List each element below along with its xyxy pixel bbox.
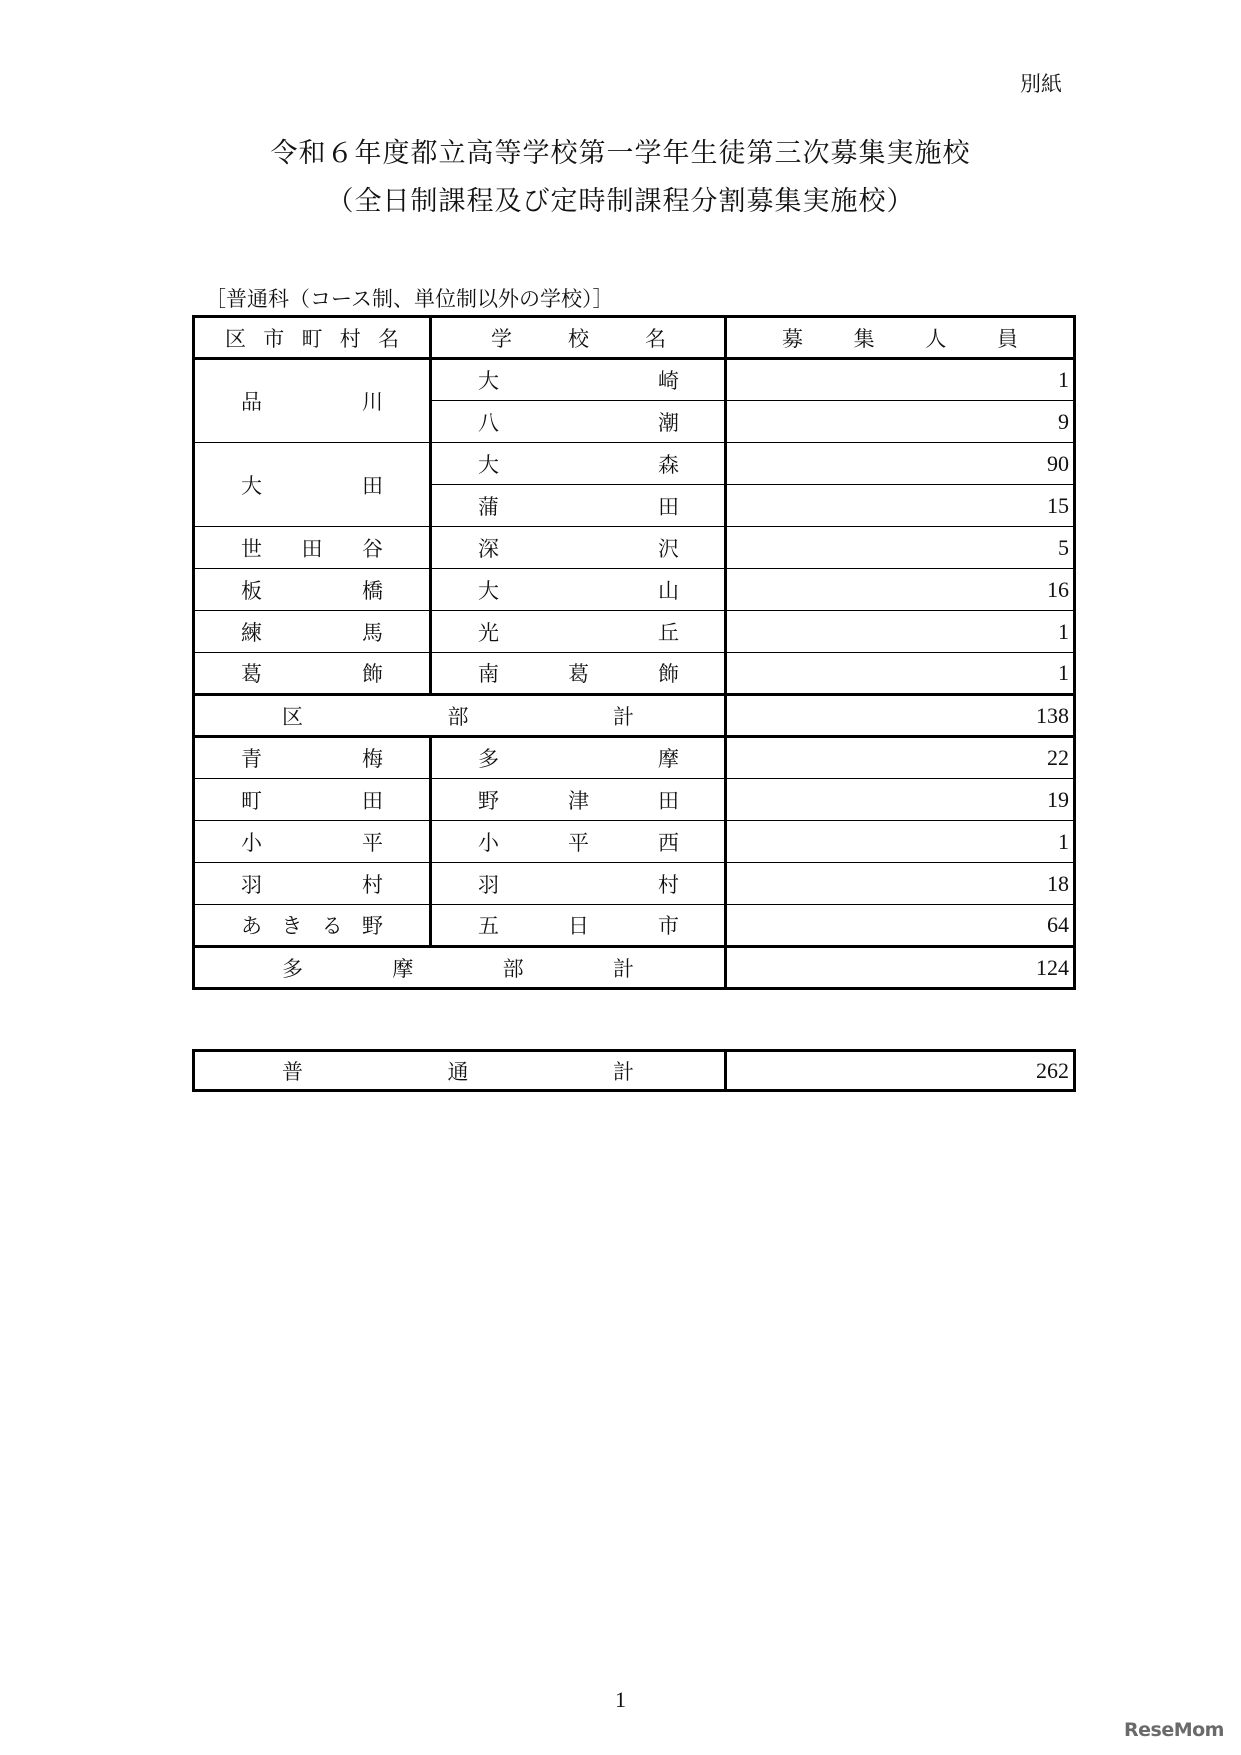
capacity-cell: 15	[726, 485, 1075, 527]
name-char: 崎	[658, 369, 679, 393]
name-char: 摩	[658, 747, 679, 771]
table-row	[194, 569, 1075, 611]
municipality-cell	[194, 569, 431, 611]
table-row	[194, 737, 1075, 779]
name-char: 八	[478, 410, 499, 435]
header-char: 名	[645, 326, 666, 351]
name-char: 光	[478, 620, 499, 645]
section-label: ［普通科（コース制、単位制以外の学校）］	[205, 287, 614, 311]
name-char: 野	[478, 788, 499, 813]
label-char: 計	[612, 956, 634, 981]
header-char: 村	[339, 326, 361, 351]
header-row	[194, 317, 1075, 359]
name-char: 谷	[362, 536, 383, 561]
municipality-cell	[194, 443, 431, 527]
name-char: 田	[658, 788, 679, 813]
name-char: 品	[241, 390, 262, 414]
grand-total-row	[194, 1051, 1075, 1091]
header-char: 学	[491, 326, 512, 351]
municipality-cell	[194, 821, 431, 863]
name-char: 大	[478, 369, 499, 393]
name-char: 田	[301, 536, 323, 561]
capacity-cell: 1	[726, 821, 1075, 863]
school-cell	[431, 653, 726, 695]
header-school	[431, 317, 726, 359]
capacity-cell: 90	[726, 443, 1075, 485]
municipality-cell	[194, 527, 431, 569]
school-cell	[431, 611, 726, 653]
subtotal-count: 124	[726, 947, 1075, 989]
header-char: 集	[853, 326, 875, 351]
header-char: 市	[263, 326, 285, 351]
capacity-cell: 64	[726, 905, 1075, 947]
municipality-cell	[194, 359, 431, 443]
grand-total-label	[194, 1051, 726, 1091]
table-row	[194, 653, 1075, 695]
capacity-cell: 5	[726, 527, 1075, 569]
name-char: 梅	[362, 747, 383, 771]
header-char: 町	[301, 326, 323, 351]
name-char: 小	[241, 830, 262, 855]
name-char: 飾	[362, 662, 383, 686]
table-row	[194, 359, 1075, 401]
table-row	[194, 821, 1075, 863]
header-capacity	[726, 317, 1075, 359]
name-char: 津	[568, 788, 589, 813]
name-char: 世	[241, 536, 262, 561]
resemom-logo: ReseMom	[1124, 1719, 1224, 1741]
name-char: 山	[658, 578, 679, 603]
capacity-cell: 18	[726, 863, 1075, 905]
table-row	[194, 527, 1075, 569]
name-char: 田	[362, 788, 383, 813]
capacity-cell: 1	[726, 359, 1075, 401]
subtotal-row	[194, 947, 1075, 989]
capacity-cell: 9	[726, 401, 1075, 443]
name-char: 多	[478, 747, 499, 771]
subtotal-label	[194, 947, 726, 989]
name-char: 深	[478, 536, 499, 561]
school-cell	[431, 779, 726, 821]
capacity-cell: 22	[726, 737, 1075, 779]
name-char: 平	[568, 830, 589, 855]
name-char: 野	[361, 914, 383, 938]
label-char: 区	[282, 704, 303, 729]
school-cell	[431, 485, 726, 527]
capacity-cell: 1	[726, 611, 1075, 653]
school-cell	[431, 863, 726, 905]
municipality-cell	[194, 905, 431, 947]
name-char: 葛	[241, 662, 262, 686]
header-char: 区	[225, 326, 246, 351]
name-char: き	[281, 914, 303, 938]
table-row	[194, 779, 1075, 821]
header-char: 校	[568, 326, 589, 351]
school-cell	[431, 905, 726, 947]
name-char: 板	[241, 578, 262, 603]
name-char: 町	[241, 788, 262, 813]
grand-total-count: 262	[726, 1051, 1075, 1091]
table-row	[194, 863, 1075, 905]
header-char: 人	[925, 326, 947, 351]
school-cell	[431, 359, 726, 401]
subtotal-label	[194, 695, 726, 737]
municipality-cell	[194, 863, 431, 905]
school-cell	[431, 527, 726, 569]
school-cell	[431, 443, 726, 485]
name-char: 馬	[362, 620, 383, 645]
subtotal-row	[194, 695, 1075, 737]
document-subtitle: （全日制課程及び定時制課程分割募集実施校）	[326, 186, 915, 217]
name-char: 村	[362, 872, 383, 897]
name-char: 丘	[658, 620, 679, 645]
name-char: 田	[362, 473, 383, 498]
grand-total-table	[192, 1049, 1076, 1092]
label-char: 多	[282, 956, 303, 981]
name-char: 村	[658, 872, 679, 897]
school-cell	[431, 569, 726, 611]
table-row	[194, 443, 1075, 485]
page-number: 1	[615, 1687, 626, 1712]
name-char: 小	[478, 830, 499, 855]
name-char: 蒲	[478, 494, 499, 519]
label-char: 通	[447, 1059, 469, 1084]
header-char: 名	[378, 326, 399, 351]
capacity-cell: 1	[726, 653, 1075, 695]
header-municipality	[194, 317, 431, 359]
name-char: 羽	[241, 872, 262, 897]
name-char: 平	[362, 830, 383, 855]
name-char: 大	[478, 452, 499, 477]
label-char: 普	[282, 1059, 303, 1084]
municipality-cell	[194, 737, 431, 779]
table-row	[194, 611, 1075, 653]
name-char: 潮	[658, 410, 679, 435]
name-char: る	[321, 914, 343, 938]
name-char: 田	[658, 494, 679, 519]
name-char: 沢	[658, 536, 679, 561]
recruitment-table	[192, 315, 1076, 990]
name-char: 五	[478, 914, 499, 938]
table-row	[194, 905, 1075, 947]
name-char: 橋	[362, 578, 383, 603]
name-char: 西	[658, 830, 679, 855]
label-char: 部	[502, 956, 524, 981]
label-char: 摩	[392, 956, 414, 981]
name-char: あ	[241, 914, 262, 938]
label-char: 計	[613, 1059, 634, 1084]
name-char: 葛	[568, 662, 589, 686]
name-char: 飾	[658, 662, 679, 686]
school-cell	[431, 737, 726, 779]
municipality-cell	[194, 779, 431, 821]
document-title: 令和６年度都立高等学校第一学年生徒第三次募集実施校	[270, 138, 971, 169]
name-char: 市	[658, 914, 679, 938]
header-char: 員	[996, 326, 1018, 351]
subtotal-count: 138	[726, 695, 1075, 737]
name-char: 南	[478, 662, 499, 686]
name-char: 大	[241, 473, 262, 498]
municipality-cell	[194, 611, 431, 653]
school-cell	[431, 401, 726, 443]
name-char: 大	[478, 578, 499, 603]
name-char: 川	[362, 390, 383, 414]
header-char: 募	[782, 326, 803, 351]
name-char: 森	[658, 452, 679, 477]
municipality-cell	[194, 653, 431, 695]
school-cell	[431, 821, 726, 863]
name-char: 羽	[478, 872, 499, 897]
name-char: 日	[568, 914, 589, 938]
name-char: 青	[241, 747, 262, 771]
attachment-label: 別紙	[1020, 72, 1062, 96]
label-char: 部	[447, 704, 469, 729]
label-char: 計	[613, 704, 634, 729]
capacity-cell: 19	[726, 779, 1075, 821]
name-char: 練	[241, 620, 262, 645]
capacity-cell: 16	[726, 569, 1075, 611]
